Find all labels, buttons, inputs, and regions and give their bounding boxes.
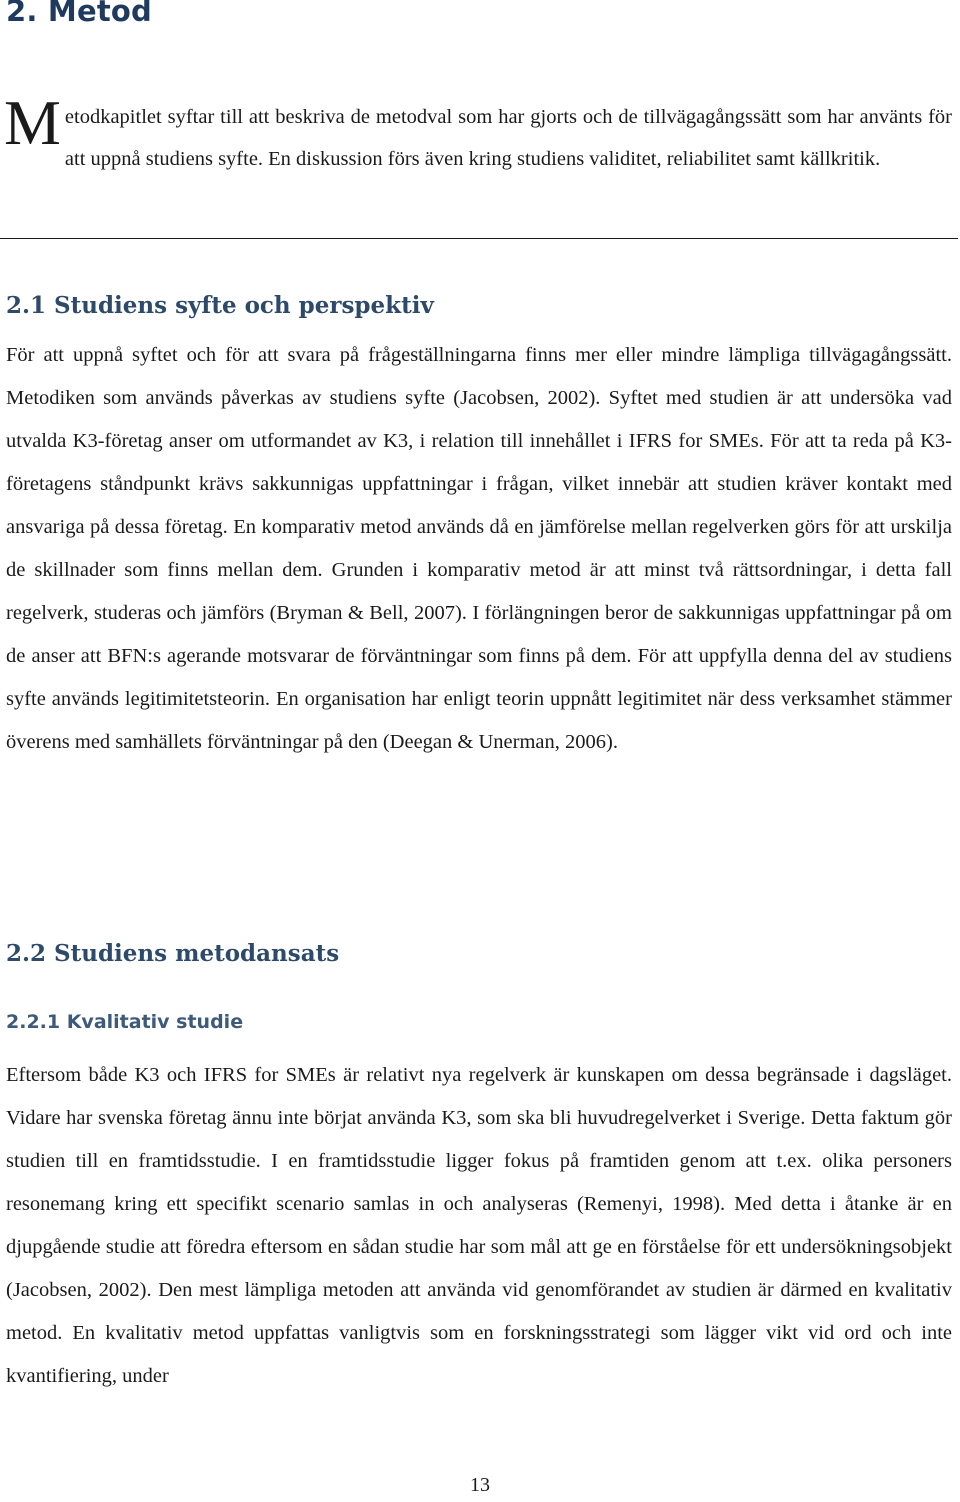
page-number: 13 (470, 1474, 490, 1496)
section-2-1-body: För att uppnå syftet och för att svara på frågeställningarna finns mer eller mindre lämpliga tillvägagångssätt. Metodiken som används påverkas av studiens syfte (Jacobsen, 2002). Syftet med studien är att undersöka vad utvalda K3-företag anser om utformandet av K3, i relation till innehållet i IFRS for SMEs. För att ta reda på K3-företagens ståndpunkt krävs sakkunnigas uppfattningar i frågan, vilket innebär att studien kräver kontakt med ansvariga på dessa företag. En komparativ metod används då en jämförelse mellan regelverken görs för att urskilja de skillnader som finns mellan dem. Grunden i komparativ metod är att minst två rättsordningar, i detta fall regelverk, studeras och jämförs (Bryman & Bell, 2007). I förlängningen beror de sakkunnigas uppfattningar på om de anser att BFN:s agerande motsvarar de förväntningar som finns på dem. För att uppfylla denna del av studiens syfte används legitimitetsteorin. En organisation har enligt teorin uppnått legitimitet när dess verksamhet stämmer överens med samhällets förväntningar på den (Deegan & Unerman, 2006). (6, 344, 952, 753)
chapter-title: 2. Metod (6, 0, 152, 28)
intro-text: etodkapitlet syftar till att beskriva de metodval som har gjorts och de tillvägagångssätt som har använts för att uppnå studiens syfte. En diskussion förs även kring studiens validitet, reliabilitet samt källkritik. (64, 106, 952, 170)
subsection-heading-2-2-1: 2.2.1 Kvalitativ studie (6, 1011, 244, 1033)
section-2-2-1-body: Eftersom både K3 och IFRS for SMEs är relativt nya regelverk är kunskapen om dessa begränsade i dagsläget. Vidare har svenska företag ännu inte börjat använda K3, som ska bli huvudregelverket i Sverige. Detta faktum gör studien till en framtidsstudie. I en framtidsstudie ligger fokus på framtiden genom att t.ex. olika personers resonemang kring ett specifikt scenario samlas in och analyseras (Remenyi, 1998). Med detta i åtanke är en djupgående studie att föredra eftersom en sådan studie har som mål att ge en förståelse för ett undersökningsobjekt (Jacobsen, 2002). Den mest lämpliga metoden att använda vid genomförandet av studien är därmed en kvalitativ metod. En kvalitativ metod uppfattas vanligtvis som en forskningsstrategi som lägger vikt vid ord och inte kvantifiering, under (6, 1064, 952, 1387)
intro-paragraph (4, 87, 952, 180)
section-heading-2-1: 2.1 Studiens syfte och perspektiv (6, 292, 434, 319)
section-heading-2-2: 2.2 Studiens metodansats (6, 940, 340, 967)
drop-cap: M (4, 87, 61, 158)
horizontal-divider (0, 238, 958, 239)
